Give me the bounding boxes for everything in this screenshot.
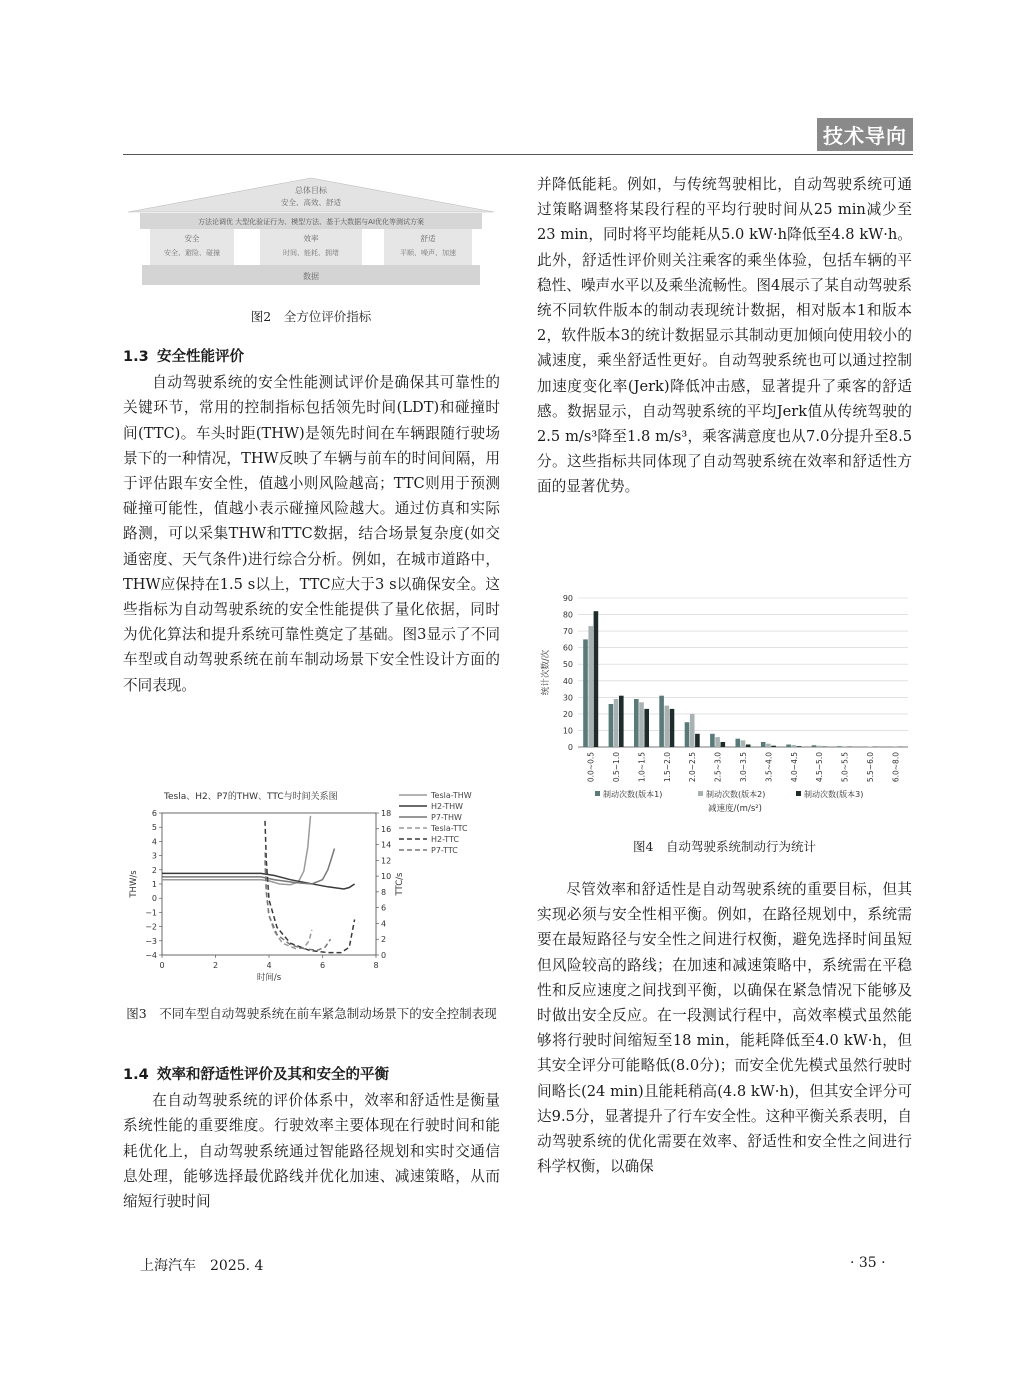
fig4-legend-swatch bbox=[595, 791, 600, 796]
fig4-xtick-label: 3.0~3.5 bbox=[739, 752, 748, 783]
fig3-ytick-label: 5 bbox=[151, 823, 157, 833]
fig3-ytick-label: 6 bbox=[151, 809, 157, 818]
fig3-legend-label: Tesla-THW bbox=[431, 791, 472, 800]
fig4-bar bbox=[695, 734, 700, 747]
fig3-ytick-label: 4 bbox=[151, 837, 157, 847]
fig4-bar bbox=[594, 611, 599, 747]
fig3-ytick-right-label: 6 bbox=[381, 903, 387, 913]
figure4-chart bbox=[535, 590, 915, 825]
fig3-series-p7-thw bbox=[162, 849, 335, 885]
fig4-xtick-label: 5.0~5.5 bbox=[840, 752, 850, 783]
fig4-legend-swatch bbox=[698, 791, 703, 796]
fig4-bar bbox=[715, 737, 720, 747]
fig4-ytick-label: 60 bbox=[562, 643, 573, 653]
fig4-xtick-label: 6.0~8.0 bbox=[891, 752, 901, 783]
fig3-xtick-label: 8 bbox=[373, 961, 379, 970]
fig4-xlabel: 减速度/(m/s²) bbox=[708, 804, 762, 814]
fig3-xlabel: 时间/s bbox=[256, 973, 282, 983]
fig3-legend-label: P7-TTC bbox=[431, 846, 458, 855]
fig4-bar bbox=[792, 745, 797, 747]
fig3-legend-label: P7-THW bbox=[431, 813, 462, 822]
fig4-xtick-label: 0.5~1.0 bbox=[612, 752, 622, 783]
fig3-ytick-right-label: 4 bbox=[381, 919, 387, 929]
fig4-ytick-label: 90 bbox=[562, 594, 573, 603]
fig4-ytick-label: 70 bbox=[562, 627, 573, 637]
fig4-bar bbox=[721, 742, 726, 747]
fig4-bar bbox=[619, 696, 624, 747]
fig4-bar bbox=[812, 745, 817, 747]
fig3-ylabel-right: TTC/s bbox=[395, 872, 405, 896]
footer-journal: 上海汽车 2025. 4 bbox=[140, 1258, 264, 1274]
fig3-ytick-right-label: 12 bbox=[381, 856, 392, 866]
fig4-bar bbox=[746, 745, 751, 748]
fig4-bar bbox=[614, 699, 619, 747]
base-text: 数据 bbox=[303, 272, 319, 281]
fig4-ytick-label: 50 bbox=[562, 660, 573, 670]
right-column-top bbox=[537, 172, 912, 500]
section-1-4-number: 1.4 bbox=[123, 1067, 149, 1083]
fig3-ytick-right-label: 16 bbox=[381, 824, 392, 834]
fig3-legend-label: H2-TTC bbox=[431, 835, 460, 844]
fig4-xtick-label: 1.0~1.5 bbox=[637, 752, 647, 783]
fig4-ytick-label: 80 bbox=[562, 610, 573, 620]
fig4-bar bbox=[888, 747, 893, 748]
figure3-caption: 图3 不同车型自动驾驶系统在前车紧急制动场景下的安全控制表现 bbox=[126, 1006, 497, 1021]
fig4-ytick-label: 0 bbox=[567, 743, 573, 752]
fig4-ytick-label: 30 bbox=[562, 693, 573, 703]
left-column-top bbox=[123, 345, 500, 698]
footer-page-number: · 35 · bbox=[850, 1255, 886, 1271]
fig3-legend-label: H2-THW bbox=[431, 802, 464, 811]
right-column-bottom bbox=[537, 877, 912, 1179]
fig4-bar bbox=[822, 747, 827, 748]
fig3-ytick-label: −4 bbox=[145, 951, 157, 960]
fig4-xtick-label: 4.5~5.0 bbox=[815, 752, 825, 783]
right-paragraph-1: 并降低能耗。例如，与传统驾驶相比，自动驾驶系统可通过策略调整将某段行程的平均行驶时间从25 min减少至23 min，同时将平均能耗从5.0 kW·h降低至4.8 kW·h。此外，舒适性评价则关注乘客的乘坐体验，包括车辆的平稳性、噪声水平以及乘坐流畅性。图4展示了某自动驾驶系统不同软件版本的制动表现统计数据，相对版本1和版本2，软件版本3的统计数据显示其制动更加倾向使用较小的减速度，乘坐舒适性更好。自动驾驶系统也可以通过控制加速度变化率(Jerk)降低冲击感，显著提升了乘客的舒适感。数据显示，自动驾驶系统的平均Jerk值从传统驾驶的2.5 m/s³降至1.8 m/s³，乘客满意度也从7.0分提升至8.5分。这些指标共同体现了自动驾驶系统在效率和舒适性方面的显著优势。 bbox=[537, 176, 912, 496]
fig4-xtick-label: 3.5~4.0 bbox=[764, 752, 774, 783]
fig3-ytick-right-label: 18 bbox=[381, 809, 392, 818]
fig3-ytick-label: 2 bbox=[151, 865, 157, 875]
fig3-series-tesla-thw bbox=[162, 816, 311, 885]
fig4-bar bbox=[690, 714, 695, 747]
fig4-bar bbox=[670, 709, 675, 747]
fig4-bar bbox=[583, 639, 588, 747]
fig3-ytick-right-label: 0 bbox=[381, 951, 387, 960]
section-tag: 技术导向 bbox=[817, 118, 913, 151]
pillar-efficiency-items: 时间、能耗、拥堵 bbox=[283, 249, 339, 257]
fig4-bar bbox=[644, 709, 649, 747]
section-1-4-title: 效率和舒适性评价及其和安全的平衡 bbox=[157, 1067, 389, 1083]
fig4-bar bbox=[817, 746, 822, 747]
fig4-bar bbox=[659, 696, 664, 747]
fig4-bar bbox=[842, 746, 847, 747]
fig3-series-h2-thw bbox=[162, 873, 355, 889]
header-rule bbox=[123, 154, 913, 155]
fig4-legend-label: 制动次数(版本1) bbox=[603, 790, 663, 799]
fig3-series-p7-ttc bbox=[265, 860, 331, 950]
pillar-safety-items: 安全、避险、碰撞 bbox=[164, 249, 220, 257]
section-1-3-title: 安全性能评价 bbox=[157, 349, 244, 365]
fig4-legend-swatch bbox=[796, 791, 801, 796]
fig3-ylabel: THW/s bbox=[129, 870, 139, 898]
fig3-plot-frame bbox=[162, 813, 376, 955]
beam-text: 方法论调优 大型化验证行为、模型方法、基于大数据与AI优化等测试方案 bbox=[197, 218, 425, 226]
fig4-bar bbox=[685, 722, 690, 747]
fig4-legend-label: 制动次数(版本3) bbox=[804, 790, 864, 799]
fig4-bar bbox=[761, 742, 766, 747]
fig4-bar bbox=[741, 740, 746, 747]
fig4-bar bbox=[862, 747, 867, 748]
fig4-ylabel: 统计次数/次 bbox=[541, 649, 551, 696]
section-1-4-heading bbox=[123, 1063, 500, 1088]
figure4-caption: 图4 自动驾驶系统制动行为统计 bbox=[633, 839, 816, 854]
fig4-bar bbox=[786, 745, 791, 748]
fig4-xtick-label: 5.5~6.0 bbox=[865, 752, 875, 783]
left-paragraph-1: 自动驾驶系统的安全性能测试评价是确保其可靠性的关键环节，常用的控制指标包括领先时间(LDT)和碰撞时间(TTC)。车头时距(THW)是领先时间在车辆跟随行驶场景下的一种情况，THW反映了车辆与前车的时间间隔，用于评估跟车安全性，值越小则风险越高；TTC则用于预测碰撞可能性，值越小表示碰撞风险越大。通过仿真和实际路测，可以采集THW和TTC数据，结合场景复杂度(如交通密度、天气条件)进行综合分析。例如，在城市道路中，THW应保持在1.5 s以上，TTC应大于3 s以确保安全。这些指标为自动驾驶系统的安全性能提供了量化依据，同时为优化算法和提升系统可靠性奠定了基础。图3显示了不同车型或自动驾驶系统在前车制动场景下安全性设计方面的不同表现。 bbox=[123, 374, 500, 694]
fig4-bar bbox=[588, 626, 593, 747]
fig4-ytick-label: 40 bbox=[562, 676, 573, 686]
right-paragraph-2: 尽管效率和舒适性是自动驾驶系统的重要目标，但其实现必须与安全性相平衡。例如，在路径规划中，系统需要在最短路径与安全性之间进行权衡，避免选择时间虽短但风险较高的路线；在加速和减速策略中，系统需在平稳性和反应速度之间找到平衡，以确保在紧急情况下能够及时做出安全反应。在一段测试行程中，高效率模式虽然能够将行驶时间缩短至18 min，能耗降低至4.0 kW·h，但其安全评分可能略低(8.0分)；而安全优先模式虽然行驶时间略长(24 min)且能耗稍高(4.8 kW·h)，但其安全评分可达9.5分，显著提升了行车安全性。这种平衡关系表明，自动驾驶系统的优化需要在效率、舒适性和安全性之间进行科学权衡，以确保 bbox=[537, 881, 912, 1176]
fig3-title: Tesla、H2、P7的THW、TTC与时间关系图 bbox=[164, 792, 338, 802]
fig4-xtick-label: 4.0~4.5 bbox=[789, 752, 799, 783]
section-1-3-heading bbox=[123, 345, 500, 370]
fig3-ytick-right-label: 10 bbox=[381, 872, 392, 882]
fig3-ytick-right-label: 8 bbox=[381, 887, 387, 897]
fig3-legend-label: Tesla-TTC bbox=[431, 824, 468, 833]
fig4-bar bbox=[771, 746, 776, 747]
fig3-xtick-label: 2 bbox=[212, 961, 219, 970]
fig3-series-h2-ttc bbox=[265, 821, 355, 953]
roof-sub: 安全、高效、舒适 bbox=[281, 198, 341, 207]
figure2-caption: 图2 全方位评价指标 bbox=[250, 309, 372, 324]
left-column-bottom bbox=[123, 1063, 500, 1214]
pillar-safety-title: 安全 bbox=[184, 234, 200, 243]
fig4-bar bbox=[639, 702, 644, 747]
fig4-bar bbox=[665, 706, 670, 747]
pillar-comfort-items: 平顺、噪声、加速 bbox=[400, 249, 456, 257]
fig3-ytick-label: 3 bbox=[151, 851, 157, 861]
fig4-legend-label: 制动次数(版本2) bbox=[706, 790, 766, 799]
pillar-efficiency-title: 效率 bbox=[303, 234, 319, 243]
fig3-ytick-label: 1 bbox=[151, 880, 157, 889]
fig4-xtick-label: 0.0~0.5 bbox=[586, 752, 596, 783]
fig4-xtick-label: 2.5~3.0 bbox=[713, 752, 723, 783]
fig3-xtick-label: 0 bbox=[159, 961, 165, 970]
figure2-diagram bbox=[122, 175, 500, 291]
fig3-ytick-right-label: 14 bbox=[381, 840, 392, 850]
section-1-3-number: 1.3 bbox=[123, 349, 149, 365]
figure3-chart bbox=[122, 785, 500, 995]
fig4-bar bbox=[634, 699, 639, 747]
fig4-bar bbox=[766, 744, 771, 747]
fig3-ytick-label: −2 bbox=[145, 922, 157, 932]
fig4-bar bbox=[710, 734, 715, 747]
fig3-ytick-label: −3 bbox=[145, 936, 157, 946]
fig4-bar bbox=[609, 704, 614, 747]
fig4-bar bbox=[837, 746, 842, 747]
fig4-bar bbox=[736, 739, 741, 747]
fig4-bar bbox=[797, 746, 802, 747]
fig3-xtick-label: 6 bbox=[319, 961, 326, 970]
fig4-ytick-label: 10 bbox=[562, 726, 573, 736]
fig3-ytick-label: −1 bbox=[145, 908, 157, 918]
fig3-ytick-label: 0 bbox=[151, 894, 157, 904]
left-paragraph-2: 在自动驾驶系统的评价体系中，效率和舒适性是衡量系统性能的重要维度。行驶效率主要体现在行驶时间和能耗优化上，自动驾驶系统通过智能路径规划和实时交通信息处理，能够选择最优路线并优化加速、减速策略，从而缩短行驶时间 bbox=[123, 1092, 500, 1211]
fig4-ytick-label: 20 bbox=[562, 709, 573, 719]
roof-title: 总体目标 bbox=[295, 186, 327, 195]
fig4-bar bbox=[868, 747, 873, 748]
fig4-xtick-label: 2.0~2.5 bbox=[688, 752, 698, 783]
pillar-comfort-title: 舒适 bbox=[420, 234, 436, 243]
fig4-xtick-label: 1.5~2.0 bbox=[662, 752, 672, 783]
fig3-ytick-right-label: 2 bbox=[381, 935, 387, 945]
fig3-xtick-label: 4 bbox=[266, 961, 272, 970]
